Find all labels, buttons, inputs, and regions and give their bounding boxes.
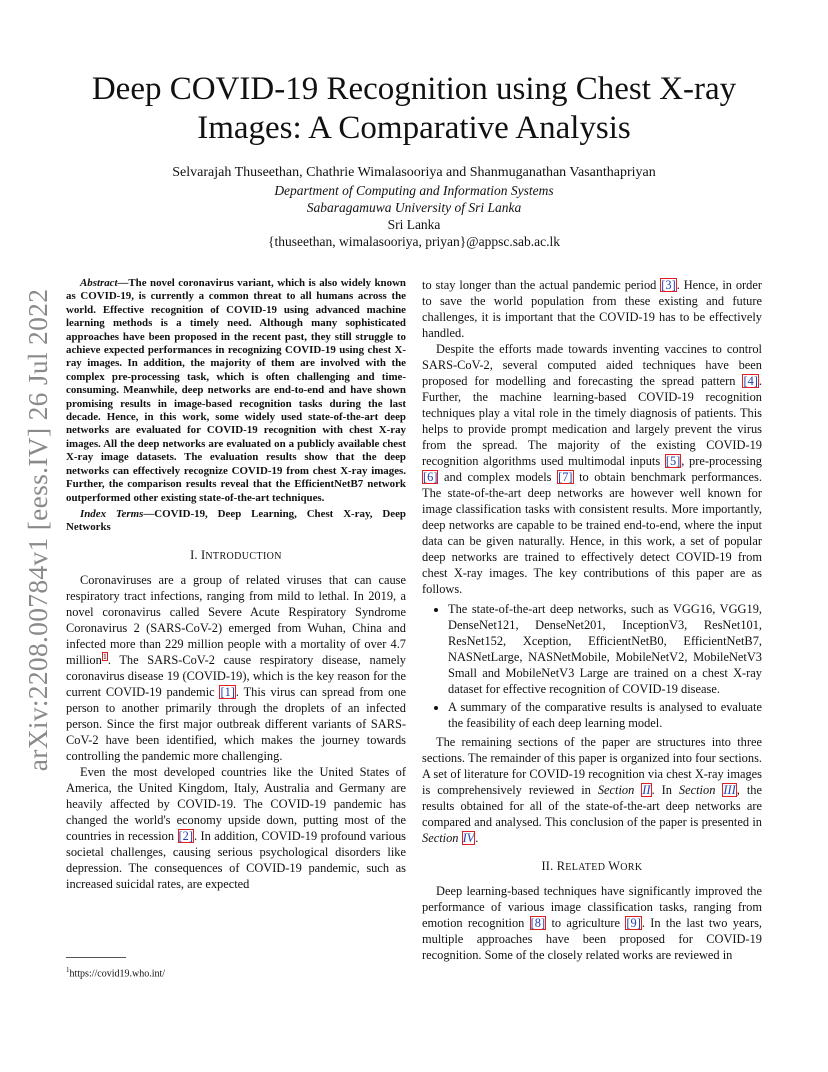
footnote: $^1$https://covid19.who.int/ xyxy=(66,957,406,980)
citation-link[interactable]: [4] xyxy=(743,374,758,388)
affiliation-country: Sri Lanka xyxy=(387,217,441,232)
citation-link[interactable]: [6] xyxy=(423,470,438,484)
section-link[interactable]: IV xyxy=(462,831,475,845)
affiliation-department: Department of Computing and Information Systems xyxy=(274,183,554,198)
citation-link[interactable]: [1] xyxy=(220,684,235,699)
author-emails: {thuseethan, wimalasooriya, priyan}@appsc.sab.ac.lk xyxy=(268,234,560,249)
related-work-paragraph-1: Deep learning-based techniques have significantly improved the performance of various image classification tasks, ranging from emotion recognition [8] to agriculture [9]. In the last two years, multiple approaches have been proposed for COVID-19 recognition. Some of the closely related works are reviewed in xyxy=(422,884,762,962)
author-names: Selvarajah Thuseethan, Chathrie Wimalasooriya and Shanmuganathan Vasanthapriyan xyxy=(172,165,656,180)
intro-paragraph-1: Coronaviruses are a group of related viruses that can cause respiratory tract infections, ranging from mild to lethal. In 2019, a novel coronavirus called Severe Acute Respiratory Syndrome Coronavirus 2 (SARS-CoV-2) emerged from Wuhan, China and infected more than 229 million people with a mortality of over 4.7 million$^1$. The SARS-CoV-2 cause respiratory disease, namely coronavirus disease 19 (COVID-19), which is the key reason for the current COVID-19 pandemic [1]. This virus can spread from one person to another primarily through the droplets of an infected person. Since the first major outbreak different variants of SARS-CoV-2 have been identified, which makes the journey towards controlling the pandemic more challenging. xyxy=(66,572,406,763)
citation-link[interactable]: [3] xyxy=(661,278,676,292)
citation-link[interactable]: [7] xyxy=(558,470,573,484)
contribution-item: • A summary of the comparative results is analysed to evaluate the feasibility of each deep learning model. xyxy=(448,699,762,731)
citation-link[interactable]: [9] xyxy=(626,916,641,930)
right-paragraph-3: The remaining sections of the paper are structures into three sections. The remainder of this paper is organized into four sections. A set of literature for COVID-19 recognition via chest X-ray images is comprehensively reviewed in Section II. In Section III, the results obtained for all of the state-of-the-art deep networks are compared and analysed. This conclusion of the paper is presented in Section IV. xyxy=(422,735,762,845)
citation-link[interactable]: [8] xyxy=(530,916,546,930)
right-paragraph-1: to stay longer than the actual pandemic period [3]. Hence, in order to save the world population from these existing and future challenges, it is important that the COVID-19 has to be effectively handled. xyxy=(422,278,762,340)
section-heading-introduction: I. INTRODUCTION xyxy=(190,547,282,562)
section-heading-related-work: II. RELATED WORK xyxy=(541,859,643,873)
citation-link[interactable]: [2] xyxy=(178,828,193,843)
right-column xyxy=(422,277,762,963)
left-column xyxy=(66,277,406,892)
section-link[interactable]: II xyxy=(642,783,651,797)
section-link[interactable]: III xyxy=(723,783,736,797)
right-paragraph-2: Despite the efforts made towards inventing vaccines to control SARS-CoV-2, several computed aided techniques have been proposed for modelling and forecasting the spread pattern [4]. Further, the machine learning-based COVID-19 recognition techniques play a vital role in the timely diagnosis of patients. This helps to provide prompt medication and largely prevent the virus from the spread. The majority of the existing COVID-19 recognition algorithms used multimodal inputs [5], pre-processing [6] and complex models [7] to obtain benchmark performances. The state-of-the-art deep networks are however well known for image classification tasks with consistent results. More importantly, deep networks are capable to be trained end-to-end, where the input data can be given naturally. Hence, in this work, a set of popular deep networks are trained to effectively detect COVID-19 from chest X-ray images. The key contributions of this paper are as follows. xyxy=(422,342,762,596)
author-block xyxy=(60,164,768,250)
abstract: Abstract—The novel coronavirus variant, which is also widely known as COVID-19, is currently a common threat to all humans across the world. Effective recognition of COVID-19 using advanced machine learning methods is a timely need. Although many sophisticated approaches have been proposed in the recent past, they still struggle to achieve expected performances in recognizing COVID-19 using chest X-ray images. In addition, the majority of them are involved with the complex pre-processing task, which is often challenging and time-consuming. Meanwhile, deep networks are end-to-end and have shown promising results in image-based recognition tasks during the last decade. Hence, in this work, some widely used state-of-the-art deep networks are evaluated for COVID-19 recognition with chest X-ray images. All the deep networks are evaluated on a publicly available chest X-ray image datasets. The evaluation results show that the deep networks can effectively recognize COVID-19 from chest X-ray images. Further, the comparison results reveal that the EfficientNetB7 network outperformed other existing state-of-the-art techniques. xyxy=(66,277,406,504)
contribution-item: • The state-of-the-art deep networks, such as VGG16, VGG19, DenseNet121, DenseNet201, InceptionV3, ResNet101, ResNet152, Xception, EfficientNetB0, EfficientNetB7, NASNetLarge, NASNetMobile, MobileNetV2, MobileNetV3 Small and MobileNetV3 Large are trained on a chest X-ray dataset for effective recognition of COVID-19 disease. xyxy=(448,601,762,697)
affiliation-university: Sabaragamuwa University of Sri Lanka xyxy=(306,200,522,215)
contributions-list xyxy=(422,601,762,731)
arxiv-identifier: arXiv:2208.00784v1 [eess.IV] 26 Jul 2022 xyxy=(22,288,53,772)
footnote-rule xyxy=(66,957,126,958)
citation-link[interactable]: [5] xyxy=(665,454,681,468)
footnote-link[interactable]: 1 xyxy=(102,651,107,661)
footnote-url[interactable]: https://covid19.who.int/ xyxy=(69,968,166,980)
intro-paragraph-2: Even the most developed countries like the United States of America, the United Kingdom, Italy, Australia and Germany are heavily affected by COVID-19. The COVID-19 pandemic has changed the world's economy upside down, putting most of the countries in recession [2]. In addition, COVID-19 profound various societal challenges, causing serious psychological disorders like depression. The consequences of COVID-19 pandemic, such as increased suicidal rates, are expected xyxy=(66,764,407,891)
index-terms: Index Terms—COVID-19, Deep Learning, Chest X-ray, Deep Networks xyxy=(66,507,406,534)
paper-title: Deep COVID-19 Recognition using Chest X-ray Images: A Comparative Analysis xyxy=(91,71,737,146)
